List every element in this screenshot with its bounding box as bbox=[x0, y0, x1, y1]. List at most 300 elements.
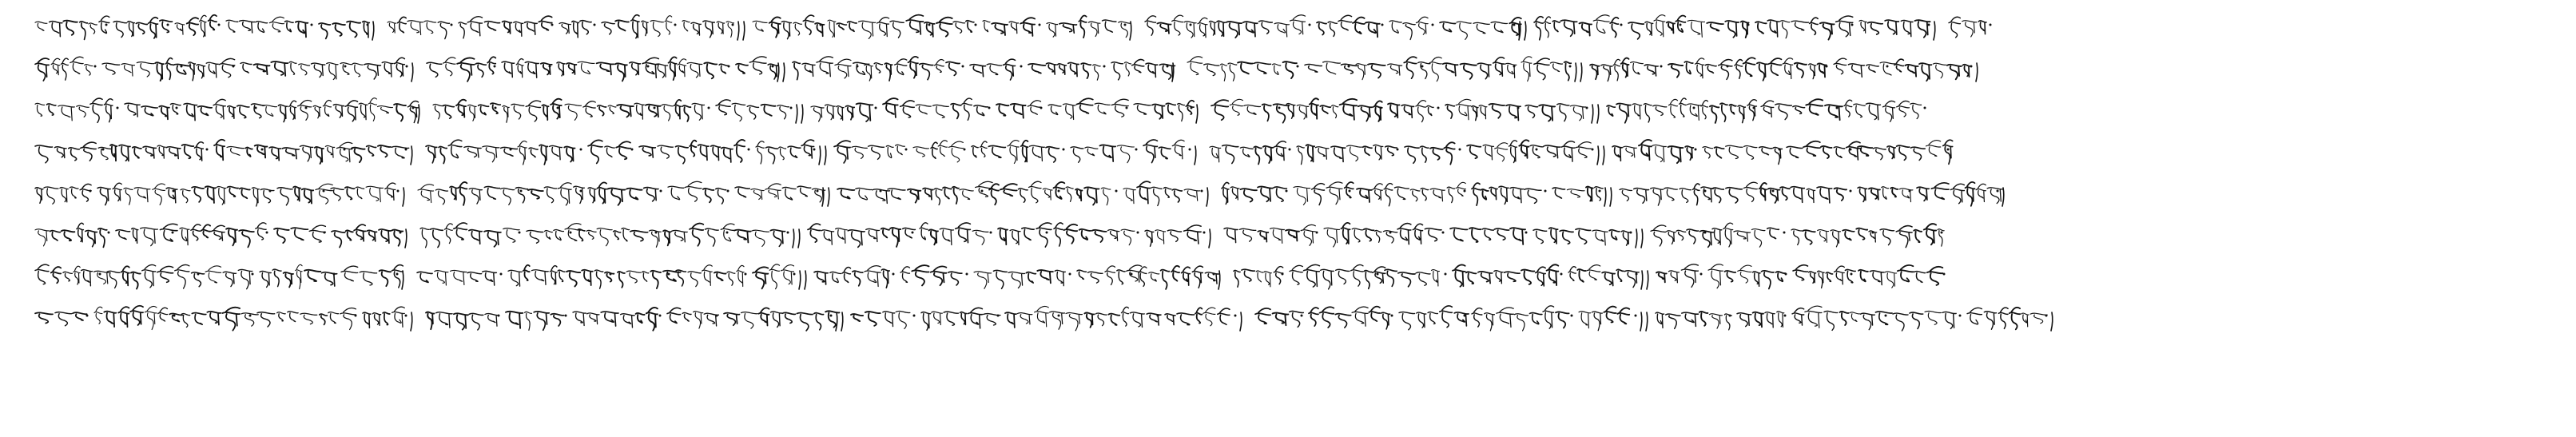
handwriting-stroke bbox=[642, 21, 648, 35]
tsheg-mark bbox=[1103, 66, 1106, 68]
handwriting-stroke bbox=[1332, 105, 1338, 118]
handwriting-stroke bbox=[282, 148, 299, 159]
handwriting-stroke bbox=[1897, 101, 1910, 116]
handwriting-stroke bbox=[1539, 105, 1555, 121]
handwriting-stroke bbox=[1340, 99, 1358, 120]
tsheg-mark bbox=[252, 273, 254, 276]
tsheg-mark bbox=[727, 190, 729, 193]
tsheg-mark bbox=[1213, 273, 1215, 276]
handwriting-stroke bbox=[614, 231, 621, 240]
handwriting-stroke bbox=[642, 58, 658, 77]
handwriting-stroke bbox=[759, 308, 769, 325]
handwriting-stroke bbox=[323, 100, 331, 116]
handwriting-stroke bbox=[1809, 64, 1816, 79]
tsheg-mark bbox=[975, 24, 977, 26]
tsheg-mark bbox=[1599, 190, 1601, 193]
tsheg-mark bbox=[988, 107, 991, 109]
handwriting-stroke bbox=[142, 264, 156, 287]
shad-mark bbox=[1209, 229, 1210, 248]
handwriting-stroke bbox=[539, 16, 552, 30]
handwriting-stroke bbox=[502, 62, 515, 77]
tsheg-mark bbox=[412, 107, 415, 109]
handwriting-stroke bbox=[141, 106, 157, 116]
handwriting-stroke bbox=[260, 271, 271, 287]
handwriting-stroke bbox=[1239, 228, 1255, 241]
handwriting-stroke bbox=[886, 145, 893, 157]
handwriting-stroke bbox=[1905, 65, 1918, 77]
tsheg-mark bbox=[495, 107, 497, 109]
handwriting-stroke bbox=[1943, 140, 1953, 164]
tsheg-mark bbox=[905, 149, 908, 151]
handwriting-stroke bbox=[1685, 146, 1693, 160]
handwriting-stroke bbox=[1205, 272, 1218, 284]
handwriting-stroke bbox=[650, 271, 661, 288]
handwriting-stroke bbox=[1447, 187, 1454, 202]
handwriting-stroke bbox=[1418, 62, 1430, 79]
handwriting-stroke bbox=[1145, 16, 1156, 36]
handwriting-stroke bbox=[1172, 140, 1184, 159]
handwriting-stroke bbox=[1688, 104, 1701, 120]
handwriting-stroke bbox=[394, 104, 406, 121]
handwriting-stroke bbox=[1652, 145, 1666, 161]
handwriting-stroke bbox=[782, 312, 795, 323]
handwriting-stroke bbox=[439, 147, 447, 164]
handwriting-stroke bbox=[1890, 188, 1898, 197]
handwriting-stroke bbox=[1859, 20, 1866, 33]
handwriting-stroke bbox=[1029, 181, 1042, 203]
handwriting-stroke bbox=[908, 189, 920, 203]
handwriting-stroke bbox=[1868, 22, 1883, 34]
handwriting-stroke bbox=[1967, 308, 1982, 324]
handwriting-stroke bbox=[1353, 18, 1365, 34]
handwriting-stroke bbox=[228, 106, 236, 119]
tsheg-mark bbox=[570, 232, 572, 234]
manuscript-page bbox=[32, 11, 2549, 419]
handwriting-stroke bbox=[1021, 141, 1028, 162]
handwriting-stroke bbox=[675, 146, 688, 164]
tsheg-mark bbox=[1131, 273, 1133, 276]
tsheg-mark bbox=[1278, 107, 1281, 109]
handwriting-stroke bbox=[1443, 63, 1458, 76]
handwriting-stroke bbox=[1821, 146, 1832, 158]
handwriting-stroke bbox=[467, 105, 476, 121]
handwriting-stroke bbox=[136, 22, 147, 34]
handwriting-stroke bbox=[1644, 65, 1658, 76]
tsheg-mark bbox=[660, 190, 662, 193]
tsheg-mark bbox=[1377, 273, 1379, 276]
handwriting-stroke bbox=[113, 183, 121, 201]
handwriting-stroke bbox=[503, 105, 509, 122]
shad-mark bbox=[411, 146, 412, 165]
tsheg-mark bbox=[167, 24, 169, 26]
handwriting-stroke bbox=[1155, 230, 1166, 244]
handwriting-stroke bbox=[285, 21, 294, 31]
handwriting-stroke bbox=[1701, 187, 1714, 202]
handwriting-stroke bbox=[734, 140, 745, 162]
handwriting-stroke bbox=[602, 22, 614, 34]
handwriting-stroke bbox=[1130, 312, 1144, 328]
handwriting-stroke bbox=[1897, 145, 1910, 160]
handwriting-stroke bbox=[340, 308, 356, 329]
handwriting-stroke bbox=[888, 189, 905, 200]
handwriting-stroke bbox=[1178, 104, 1185, 121]
handwriting-stroke bbox=[1579, 312, 1591, 328]
handwriting-stroke bbox=[1079, 15, 1086, 38]
handwriting-stroke bbox=[646, 105, 661, 117]
handwriting-stroke bbox=[483, 146, 499, 162]
handwriting-stroke bbox=[836, 228, 848, 244]
handwriting-stroke bbox=[448, 140, 462, 157]
handwriting-stroke bbox=[751, 189, 764, 199]
handwriting-stroke bbox=[1616, 269, 1624, 281]
handwriting-stroke bbox=[598, 182, 607, 203]
handwriting-stroke bbox=[1092, 230, 1107, 242]
shad-mark bbox=[1646, 312, 1648, 331]
handwriting-stroke bbox=[944, 312, 958, 325]
handwriting-stroke bbox=[1612, 146, 1622, 161]
tsheg-mark bbox=[668, 273, 670, 276]
tsheg-mark bbox=[1850, 190, 1852, 193]
handwriting-stroke bbox=[51, 58, 60, 74]
handwriting-stroke bbox=[1472, 106, 1478, 121]
handwriting-stroke bbox=[1331, 146, 1346, 161]
handwriting-stroke bbox=[1623, 146, 1636, 157]
handwriting-stroke bbox=[352, 63, 363, 77]
handwriting-stroke bbox=[1656, 272, 1667, 282]
handwriting-stroke bbox=[1620, 189, 1632, 201]
handwriting-stroke bbox=[851, 314, 863, 321]
handwriting-stroke bbox=[55, 312, 72, 326]
handwriting-stroke bbox=[631, 15, 639, 38]
handwriting-stroke bbox=[594, 270, 603, 288]
tsheg-mark bbox=[344, 149, 346, 151]
handwriting-stroke bbox=[116, 230, 130, 240]
handwriting-stroke bbox=[1536, 267, 1546, 286]
handwriting-stroke bbox=[54, 147, 66, 158]
handwriting-stroke bbox=[688, 272, 701, 287]
handwriting-stroke bbox=[192, 313, 205, 325]
handwriting-stroke bbox=[195, 142, 204, 161]
handwriting-stroke bbox=[485, 314, 499, 327]
handwriting-stroke bbox=[143, 146, 156, 158]
handwriting-stroke bbox=[63, 21, 78, 35]
handwriting-stroke bbox=[1783, 58, 1793, 79]
tsheg-mark bbox=[1635, 315, 1637, 317]
handwriting-stroke bbox=[1467, 145, 1481, 159]
handwriting-stroke bbox=[557, 62, 565, 76]
handwriting-stroke bbox=[1035, 306, 1049, 326]
tsheg-mark bbox=[745, 273, 747, 276]
manuscript-line-5 bbox=[32, 177, 2549, 214]
handwriting-stroke bbox=[1883, 101, 1895, 121]
handwriting-stroke bbox=[227, 147, 244, 156]
handwriting-stroke bbox=[438, 22, 449, 38]
tsheg-mark bbox=[108, 232, 110, 234]
handwriting-stroke bbox=[1875, 312, 1892, 324]
handwriting-stroke bbox=[1263, 146, 1273, 163]
handwriting-stroke bbox=[972, 230, 988, 244]
handwriting-stroke bbox=[573, 312, 586, 325]
handwriting-stroke bbox=[366, 186, 383, 201]
tsheg-mark bbox=[1301, 315, 1303, 317]
tsheg-mark bbox=[1536, 149, 1538, 151]
tsheg-mark bbox=[333, 273, 336, 276]
handwriting-stroke bbox=[527, 230, 543, 243]
handwriting-stroke bbox=[968, 308, 982, 328]
handwriting-stroke bbox=[1352, 307, 1368, 326]
handwriting-stroke bbox=[617, 105, 634, 117]
shad-mark bbox=[743, 22, 745, 40]
handwriting-stroke bbox=[859, 21, 876, 38]
handwriting-stroke bbox=[1166, 103, 1175, 114]
handwriting-stroke bbox=[1217, 21, 1225, 36]
handwriting-stroke bbox=[1071, 147, 1083, 162]
handwriting-stroke bbox=[1117, 145, 1134, 163]
handwriting-stroke bbox=[565, 104, 582, 120]
handwriting-stroke bbox=[1634, 189, 1649, 204]
handwriting-stroke bbox=[1224, 228, 1238, 242]
handwriting-stroke bbox=[1966, 182, 1975, 206]
handwriting-stroke bbox=[814, 313, 824, 330]
tsheg-mark bbox=[1167, 66, 1169, 68]
handwriting-stroke bbox=[274, 228, 289, 243]
handwriting-stroke bbox=[426, 312, 434, 330]
handwriting-stroke bbox=[1294, 187, 1310, 205]
handwriting-stroke bbox=[1479, 105, 1487, 119]
handwriting-stroke bbox=[181, 189, 190, 203]
handwriting-stroke bbox=[622, 228, 630, 241]
tsheg-mark bbox=[793, 273, 796, 276]
handwriting-stroke bbox=[1145, 230, 1154, 246]
handwriting-stroke bbox=[1139, 267, 1147, 286]
handwriting-stroke bbox=[665, 16, 672, 34]
handwriting-stroke bbox=[756, 141, 764, 164]
tsheg-mark bbox=[1586, 107, 1588, 109]
handwriting-stroke bbox=[1592, 312, 1602, 331]
handwriting-stroke bbox=[1806, 99, 1823, 115]
tsheg-mark bbox=[1464, 315, 1466, 317]
handwriting-stroke bbox=[1693, 184, 1699, 205]
handwriting-stroke bbox=[284, 272, 293, 287]
handwriting-stroke bbox=[1848, 64, 1864, 77]
handwriting-line-5 bbox=[32, 177, 2549, 214]
handwriting-stroke bbox=[380, 270, 392, 286]
handwriting-stroke bbox=[1910, 147, 1925, 160]
handwriting-stroke bbox=[514, 22, 523, 36]
handwriting-stroke bbox=[781, 265, 793, 284]
tsheg-mark bbox=[181, 66, 183, 68]
shad-mark bbox=[1603, 146, 1604, 165]
handwriting-stroke bbox=[254, 64, 270, 74]
handwriting-stroke bbox=[1121, 229, 1135, 244]
handwriting-stroke bbox=[170, 104, 181, 114]
handwriting-stroke bbox=[1602, 272, 1615, 286]
handwriting-stroke bbox=[1747, 100, 1757, 121]
handwriting-stroke bbox=[50, 22, 62, 37]
handwriting-stroke bbox=[765, 147, 777, 164]
handwriting-stroke bbox=[1111, 62, 1123, 80]
handwriting-stroke bbox=[1751, 229, 1765, 248]
handwriting-stroke bbox=[551, 314, 563, 326]
handwriting-stroke bbox=[467, 17, 482, 36]
tsheg-mark bbox=[269, 190, 272, 193]
handwriting-stroke bbox=[1914, 230, 1922, 242]
handwriting-stroke bbox=[1171, 266, 1179, 281]
handwriting-stroke bbox=[1328, 22, 1337, 36]
handwriting-stroke bbox=[226, 20, 238, 32]
handwriting-stroke bbox=[1127, 265, 1142, 282]
handwriting-stroke bbox=[1595, 187, 1604, 201]
handwriting-stroke bbox=[630, 231, 648, 241]
handwriting-stroke bbox=[808, 224, 821, 242]
handwriting-stroke bbox=[932, 105, 948, 117]
handwriting-stroke bbox=[932, 312, 943, 324]
handwriting-stroke bbox=[367, 145, 376, 156]
handwriting-stroke bbox=[644, 188, 658, 201]
handwriting-stroke bbox=[615, 63, 627, 81]
handwriting-stroke bbox=[398, 17, 407, 33]
handwriting-stroke bbox=[80, 22, 88, 40]
handwriting-stroke bbox=[1258, 187, 1273, 202]
handwriting-stroke bbox=[206, 62, 218, 77]
handwriting-stroke bbox=[1364, 228, 1374, 240]
handwriting-stroke bbox=[1255, 308, 1270, 324]
handwriting-stroke bbox=[586, 230, 596, 239]
tsheg-mark bbox=[1785, 273, 1787, 276]
handwriting-stroke bbox=[205, 266, 221, 283]
handwriting-stroke bbox=[1081, 63, 1091, 78]
handwriting-stroke bbox=[1521, 270, 1534, 284]
handwriting-stroke bbox=[722, 148, 733, 162]
handwriting-stroke bbox=[1238, 62, 1253, 74]
handwriting-stroke bbox=[550, 266, 557, 284]
handwriting-stroke bbox=[1549, 228, 1558, 244]
tsheg-mark bbox=[1126, 107, 1128, 109]
handwriting-stroke bbox=[388, 22, 396, 33]
line-3-text bbox=[32, 94, 33, 95]
tsheg-mark bbox=[249, 315, 252, 317]
handwriting-stroke bbox=[550, 145, 563, 159]
handwriting-stroke bbox=[1066, 187, 1073, 201]
handwriting-stroke bbox=[1403, 23, 1415, 40]
handwriting-stroke bbox=[1064, 224, 1078, 244]
handwriting-stroke bbox=[407, 21, 423, 35]
handwriting-stroke bbox=[165, 58, 172, 80]
handwriting-stroke bbox=[1036, 223, 1051, 247]
handwriting-stroke bbox=[525, 62, 539, 77]
handwriting-stroke bbox=[81, 142, 97, 161]
handwriting-stroke bbox=[1525, 189, 1541, 203]
handwriting-stroke bbox=[1777, 312, 1784, 328]
handwriting-stroke bbox=[302, 189, 314, 203]
handwriting-stroke bbox=[1373, 101, 1382, 121]
handwriting-stroke bbox=[672, 230, 688, 241]
handwriting-stroke bbox=[256, 223, 266, 240]
handwriting-stroke bbox=[420, 228, 429, 247]
shad-mark bbox=[372, 22, 374, 40]
handwriting-stroke bbox=[341, 266, 358, 281]
handwriting-stroke bbox=[1482, 228, 1493, 240]
handwriting-stroke bbox=[263, 105, 277, 117]
tsheg-mark bbox=[1348, 66, 1350, 68]
handwriting-stroke bbox=[636, 313, 645, 323]
handwriting-stroke bbox=[601, 312, 618, 326]
handwriting-stroke bbox=[515, 188, 527, 203]
shad-mark bbox=[783, 63, 785, 81]
handwriting-stroke bbox=[667, 308, 681, 323]
shad-mark bbox=[819, 146, 821, 165]
shad-mark bbox=[1597, 146, 1599, 165]
handwriting-stroke bbox=[1005, 312, 1016, 328]
handwriting-stroke bbox=[240, 21, 255, 33]
handwriting-stroke bbox=[616, 141, 630, 159]
handwriting-stroke bbox=[626, 271, 641, 283]
tsheg-mark bbox=[1040, 107, 1043, 109]
handwriting-stroke bbox=[98, 147, 111, 159]
handwriting-stroke bbox=[1687, 229, 1699, 244]
handwriting-stroke bbox=[583, 101, 595, 117]
tsheg-mark bbox=[1020, 66, 1023, 68]
tsheg-mark bbox=[1445, 273, 1447, 276]
handwriting-stroke bbox=[1654, 15, 1665, 37]
handwriting-stroke bbox=[1534, 17, 1543, 40]
handwriting-stroke bbox=[1568, 267, 1576, 281]
tsheg-mark bbox=[1784, 315, 1787, 317]
handwriting-stroke bbox=[159, 106, 169, 120]
handwriting-stroke bbox=[1305, 64, 1322, 72]
handwriting-stroke bbox=[1134, 104, 1151, 114]
handwriting-stroke bbox=[450, 186, 457, 200]
handwriting-stroke bbox=[597, 228, 612, 246]
handwriting-stroke bbox=[157, 266, 173, 282]
handwriting-stroke bbox=[771, 312, 782, 328]
handwriting-stroke bbox=[35, 229, 50, 246]
handwriting-stroke bbox=[1177, 313, 1195, 325]
tsheg-mark bbox=[2045, 315, 2048, 317]
handwriting-stroke bbox=[1481, 189, 1489, 200]
handwriting-stroke bbox=[1803, 141, 1820, 156]
handwriting-stroke bbox=[340, 63, 352, 75]
handwriting-stroke bbox=[1807, 189, 1815, 202]
handwriting-stroke bbox=[881, 269, 889, 288]
handwriting-stroke bbox=[801, 140, 814, 158]
handwriting-stroke bbox=[200, 15, 206, 37]
handwriting-stroke bbox=[1413, 224, 1422, 244]
handwriting-stroke bbox=[916, 105, 931, 114]
handwriting-stroke bbox=[169, 313, 183, 321]
handwriting-stroke bbox=[503, 228, 519, 243]
handwriting-stroke bbox=[1845, 269, 1855, 282]
handwriting-stroke bbox=[260, 189, 274, 203]
handwriting-stroke bbox=[1076, 98, 1093, 113]
handwriting-stroke bbox=[1682, 312, 1699, 326]
handwriting-stroke bbox=[1187, 57, 1203, 75]
handwriting-stroke bbox=[857, 103, 873, 121]
handwriting-stroke bbox=[131, 272, 141, 289]
handwriting-stroke bbox=[189, 62, 195, 81]
tsheg-mark bbox=[173, 190, 175, 193]
handwriting-stroke bbox=[1274, 267, 1282, 284]
handwriting-stroke bbox=[35, 145, 53, 163]
handwriting-stroke bbox=[1494, 271, 1503, 284]
tsheg-mark bbox=[580, 149, 582, 151]
handwriting-stroke bbox=[458, 182, 467, 205]
handwriting-stroke bbox=[291, 228, 308, 240]
tsheg-mark bbox=[1421, 66, 1424, 68]
handwriting-stroke bbox=[765, 184, 781, 199]
handwriting-stroke bbox=[331, 188, 344, 201]
shad-mark bbox=[798, 229, 800, 248]
